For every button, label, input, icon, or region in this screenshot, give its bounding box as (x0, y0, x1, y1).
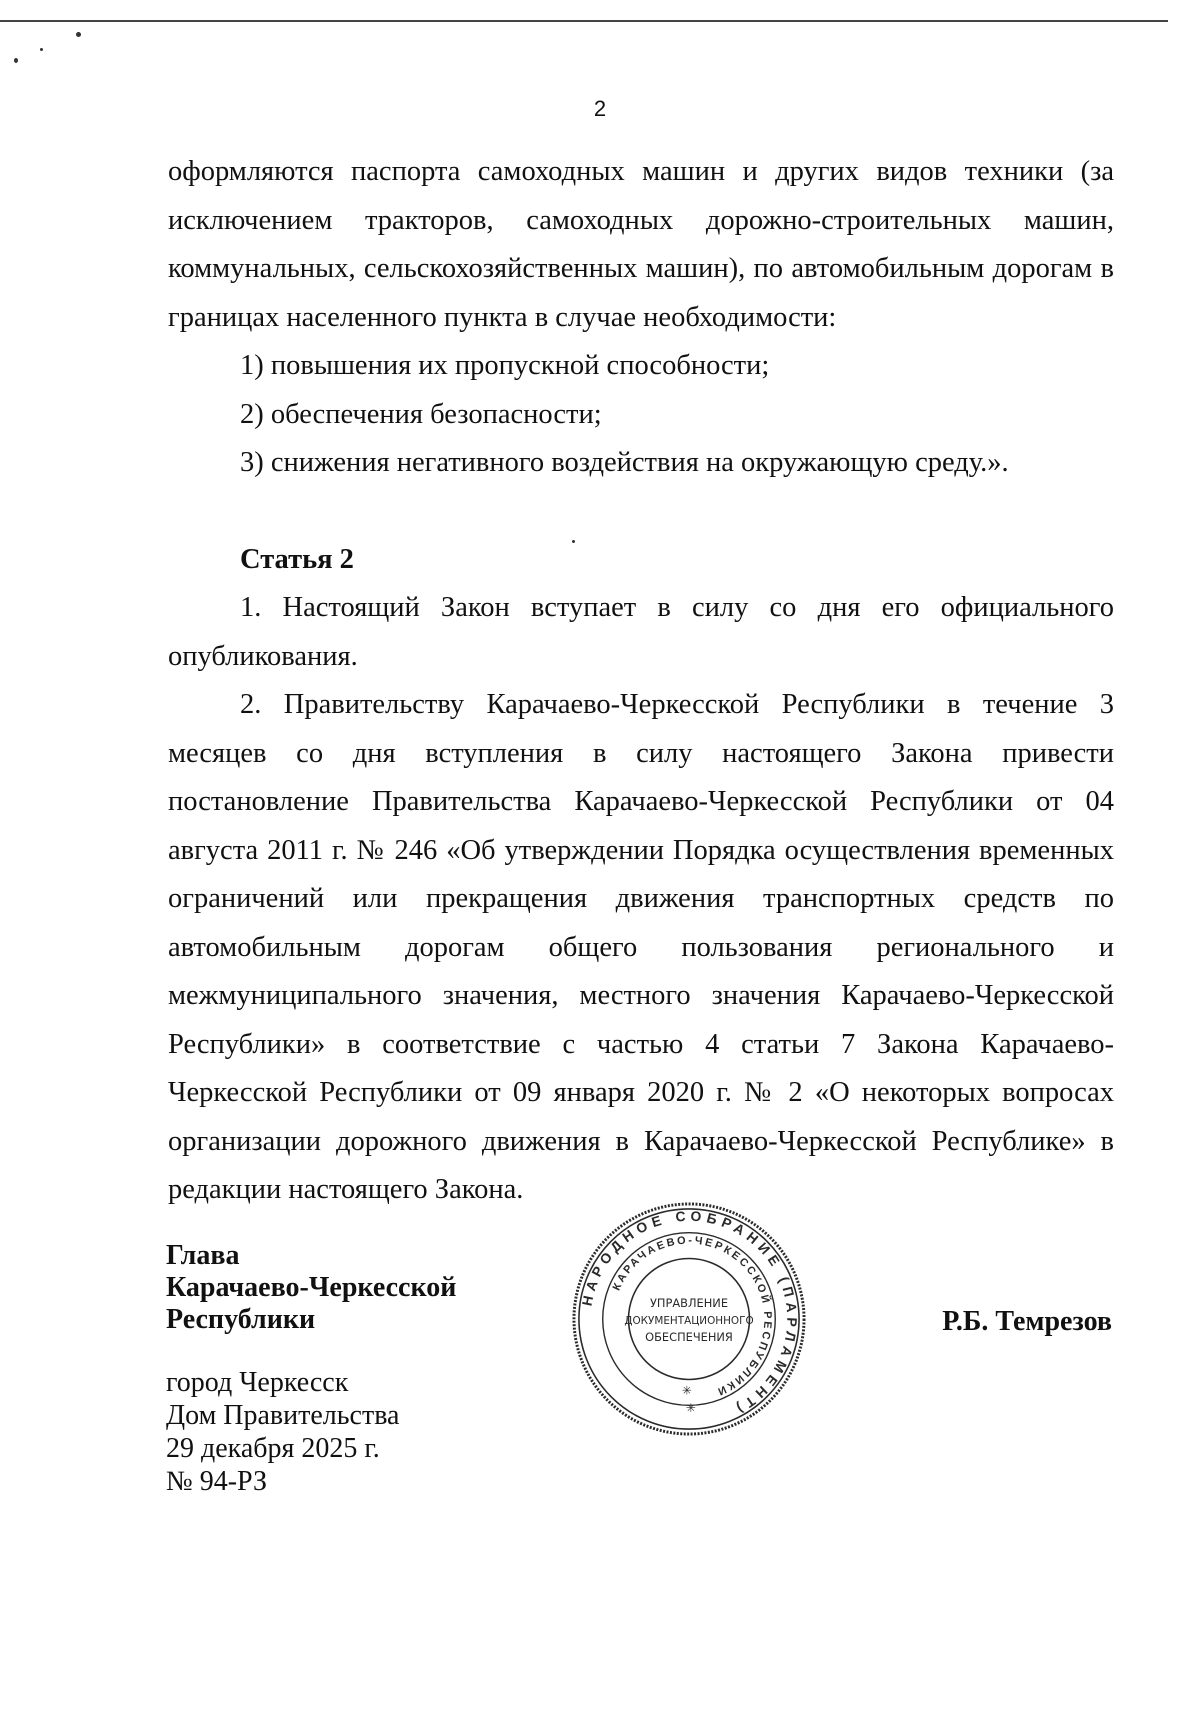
official-seal (570, 1200, 808, 1438)
scan-speck (14, 58, 18, 63)
place-building: Дом Правительства (166, 1400, 400, 1431)
seal-outer-text: НАРОДНОЕ СОБРАНИЕ (ПАРЛАМЕНТ) (578, 1207, 801, 1420)
article-clause-1: 1. Настоящий Закон вступает в силу со дня его официального опубликования. (168, 592, 1114, 672)
document-number: № 94-РЗ (166, 1466, 267, 1497)
list-item: 2) обеспечения безопасности; (240, 398, 602, 430)
document-date: 29 декабря 2025 г. (166, 1433, 380, 1464)
page-number: 2 (593, 96, 607, 121)
place-and-date (166, 1366, 400, 1498)
signatory-title-line: Глава (166, 1240, 240, 1271)
seal-inner-text: КАРАЧАЕВО-ЧЕРКЕССКОЙ РЕСПУБЛИКИ (610, 1234, 774, 1399)
scan-speck (76, 32, 81, 37)
seal-star-icon: ✳ (682, 1383, 693, 1398)
signatory-name: Р.Б. Темрезов (942, 1306, 1112, 1337)
article-clause-2: 2. Правительству Карачаево-Черкесской Республики в течение 3 месяцев со дня вступления в силу настоящего Закона привести постановление Правительства Карачаево-Черкесской Республики от 04 августа 2011 г. № 246 «Об утверждении Порядка осуществления временных ограничений или прекращения движения транспортных средств по автомобильным дорогам общего пользования регионального и межмуниципального значения, местного значения Карачаево-Черкесской Республики» в соответствие с частью 4 статьи 7 Закона Карачаево-Черкесской Республики от 09 января 2020 г. № 2 «О некоторых вопросах организации дорожного движения в Карачаево-Черкесской Республике» в редакции настоящего Закона. (168, 689, 1114, 1205)
signatory-title-line: Карачаево-Черкесской (166, 1272, 457, 1303)
list-item: 3) снижения негативного воздействия на окружающую среду.». (240, 447, 1009, 478)
paragraph-continuation: оформляются паспорта самоходных машин и других видов техники (за исключением тракторов, самоходных дорожно-строительных машин, коммунальных, сельскохозяйственных машин), по автомобильным дорогам в границах населенного пункта в случае необходимости: (168, 156, 1114, 333)
list-item: 1) повышения их пропускной способности; (240, 350, 770, 381)
seal-center-line: УПРАВЛЕНИЕ (649, 1296, 729, 1311)
seal-center-line: ДОКУМЕНТАЦИОННОГО (624, 1314, 754, 1327)
document-body (168, 148, 1114, 1215)
seal-star-icon: ✳ (685, 1401, 696, 1416)
seal-center-line: ОБЕСПЕЧЕНИЯ (645, 1329, 733, 1344)
place-city: город Черкесск (166, 1367, 349, 1398)
scan-top-rule (0, 20, 1168, 22)
article-heading: Статья 2 (240, 543, 354, 575)
scan-speck (40, 48, 43, 51)
signatory-title (166, 1240, 456, 1336)
signatory-title-line: Республики (166, 1304, 316, 1335)
